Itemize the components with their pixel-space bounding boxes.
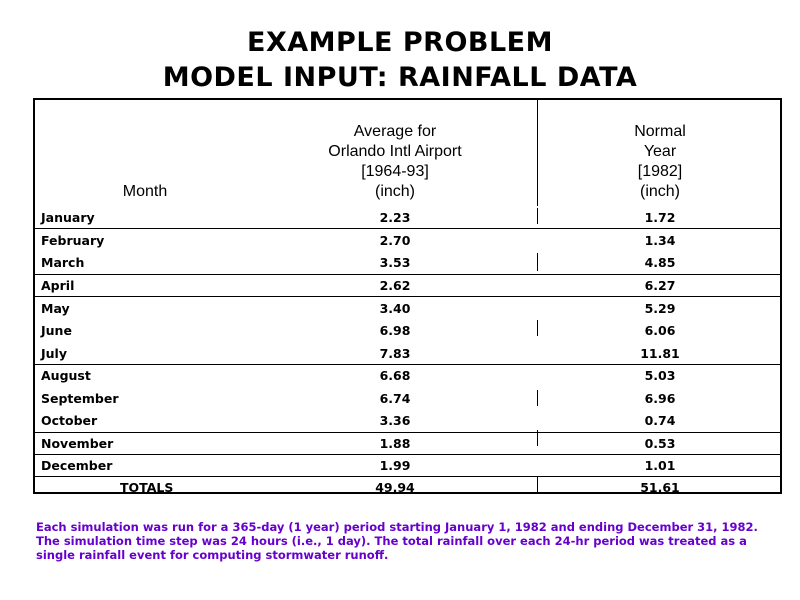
header-normal-line: [1982] bbox=[637, 163, 683, 180]
month-cell: April bbox=[41, 278, 75, 293]
header-average bbox=[305, 122, 485, 202]
table-row bbox=[35, 342, 780, 364]
normal-cell: 4.85 bbox=[644, 255, 676, 270]
table-row bbox=[35, 229, 780, 251]
normal-cell: 6.96 bbox=[644, 391, 676, 406]
average-cell: 1.99 bbox=[379, 458, 411, 473]
month-cell: September bbox=[41, 391, 119, 406]
normal-cell: 0.74 bbox=[644, 413, 676, 428]
normal-cell: 5.29 bbox=[644, 301, 676, 316]
totals-row bbox=[35, 476, 780, 498]
month-cell: August bbox=[41, 368, 91, 383]
normal-cell: 6.06 bbox=[644, 323, 676, 338]
average-cell: 2.62 bbox=[379, 278, 411, 293]
header-normal-year bbox=[590, 122, 730, 202]
month-cell: December bbox=[41, 458, 113, 473]
normal-cell: 11.81 bbox=[640, 346, 680, 361]
totals-average: 49.94 bbox=[375, 480, 415, 495]
month-cell: February bbox=[41, 233, 105, 248]
header-average-line: Orlando Intl Airport bbox=[328, 143, 462, 160]
average-cell: 1.88 bbox=[379, 436, 411, 451]
table-row bbox=[35, 274, 780, 296]
table-row bbox=[35, 432, 780, 454]
normal-cell: 5.03 bbox=[644, 368, 676, 383]
average-cell: 6.74 bbox=[379, 391, 411, 406]
month-cell: November bbox=[41, 436, 114, 451]
header-normal-line: Year bbox=[643, 143, 677, 160]
table-row bbox=[35, 319, 780, 341]
table-row bbox=[35, 297, 780, 319]
normal-cell: 1.01 bbox=[644, 458, 676, 473]
header-month: Month bbox=[122, 183, 168, 200]
month-cell: March bbox=[41, 255, 85, 270]
month-cell: October bbox=[41, 413, 98, 428]
header-average-line: Average for bbox=[353, 123, 437, 140]
normal-cell: 6.27 bbox=[644, 278, 676, 293]
average-cell: 3.36 bbox=[379, 413, 411, 428]
average-cell: 2.70 bbox=[379, 233, 411, 248]
average-cell: 3.40 bbox=[379, 301, 411, 316]
footnote: Each simulation was run for a 365-day (1 year) period starting January 1, 1982 and ending December 31, 1982. The simulation time step was 24 hours (i.e., 1 day). The total rainfall over each 24-hr period was treated as a single rainfall event for computing stormwater runoff. bbox=[36, 520, 758, 562]
table-row bbox=[35, 409, 780, 431]
table-row bbox=[35, 387, 780, 409]
totals-normal: 51.61 bbox=[640, 480, 680, 495]
month-cell: May bbox=[41, 301, 70, 316]
header-average-line: [1964-93] bbox=[361, 163, 429, 180]
header-average-line: (inch) bbox=[374, 183, 415, 200]
table-row bbox=[35, 206, 780, 228]
month-cell: June bbox=[41, 323, 72, 338]
totals-label: TOTALS bbox=[120, 480, 174, 495]
table-row bbox=[35, 454, 780, 476]
average-cell: 7.83 bbox=[379, 346, 411, 361]
normal-cell: 1.72 bbox=[644, 210, 676, 225]
header-normal-line: (inch) bbox=[639, 183, 680, 200]
column-divider bbox=[537, 100, 538, 206]
page-subtitle: MODEL INPUT: RAINFALL DATA bbox=[162, 62, 638, 93]
normal-cell: 0.53 bbox=[644, 436, 676, 451]
table-row bbox=[35, 364, 780, 386]
average-cell: 3.53 bbox=[379, 255, 411, 270]
header-normal-line: Normal bbox=[634, 123, 686, 140]
rainfall-table bbox=[33, 98, 782, 494]
average-cell: 6.68 bbox=[379, 368, 411, 383]
table-row bbox=[35, 251, 780, 273]
month-cell: July bbox=[41, 346, 67, 361]
average-cell: 6.98 bbox=[379, 323, 411, 338]
month-cell: January bbox=[41, 210, 95, 225]
page-title: EXAMPLE PROBLEM bbox=[247, 27, 553, 58]
average-cell: 2.23 bbox=[379, 210, 411, 225]
normal-cell: 1.34 bbox=[644, 233, 676, 248]
